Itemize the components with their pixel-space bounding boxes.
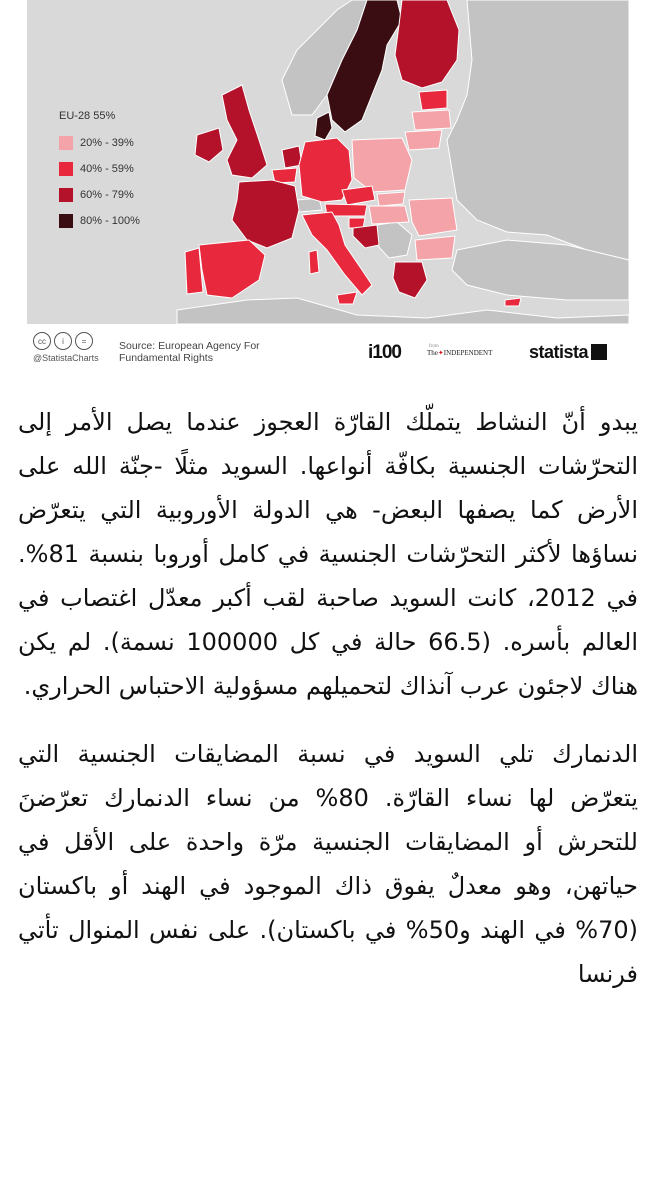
i100-logo: i100 bbox=[368, 342, 401, 363]
country-cyprus bbox=[505, 298, 521, 306]
country-bulgaria bbox=[415, 236, 455, 260]
country-slovakia bbox=[377, 192, 405, 206]
no-derivatives-icon: = bbox=[75, 332, 93, 350]
map-footer bbox=[27, 324, 629, 371]
country-sardinia bbox=[309, 250, 319, 274]
map-legend bbox=[59, 110, 140, 234]
legend-item bbox=[59, 156, 140, 182]
article-paragraph: الدنمارك تلي السويد في نسبة المضايقات الجنسية التي يتعرّض لها نساء القارّة. 80% من نساء الدنمارك تعرّضنَ للتحرش أو المضايقات الجنسية مرّة واحدة على الأقل في حياتهن، وهو معدلٌ يفوق ذاك الموجود في الهند أو باكستان (70% في الهند و50% في باكستان). على نفس المنوال تأتي فرنسا bbox=[18, 740, 638, 988]
legend-label: 40% - 59% bbox=[80, 163, 134, 175]
country-estonia bbox=[419, 90, 447, 110]
statista-mark-icon bbox=[591, 344, 607, 360]
article-body bbox=[18, 400, 638, 996]
country-latvia bbox=[412, 110, 451, 130]
country-lithuania bbox=[405, 130, 442, 150]
country-hungary bbox=[369, 206, 409, 224]
legend-item bbox=[59, 130, 140, 156]
legend-label: 80% - 100% bbox=[80, 215, 140, 227]
legend-label: 60% - 79% bbox=[80, 189, 134, 201]
map-image bbox=[27, 0, 629, 371]
legend-label: 20% - 39% bbox=[80, 137, 134, 149]
cc-icon: cc bbox=[33, 332, 51, 350]
legend-swatch bbox=[59, 188, 73, 202]
country-romania bbox=[409, 198, 457, 236]
legend-swatch bbox=[59, 162, 73, 176]
legend-swatch bbox=[59, 136, 73, 150]
attribution-icon: i bbox=[54, 332, 72, 350]
article-paragraph: يبدو أنّ النشاط يتملّك القارّة العجوز عندما يصل الأمر إلى التحرّشات الجنسية بكافّة أنواعها. السويد مثلًا -جنّة الله على الأرض كما يصفها البعض- هي الدولة الأوروبية التي يتعرّض نساؤها لأكثر التحرّشات الجنسية في كامل أوروبا بنسبة 81%. في 2012، كانت السويد صاحبة لقب أكبر معدّل اغتصاب في العالم بأسره. (66.5 حالة في كل 100000 نسمة). لم يكن هناك لاجئون عرب آنذاك لتحميلهم مسؤولية الاحتباس الحراري. bbox=[18, 408, 639, 700]
legend-swatch bbox=[59, 214, 73, 228]
legend-item bbox=[59, 208, 140, 234]
source-text: Source: European Agency For Fundamental Rights bbox=[119, 340, 260, 364]
statista-handle: @StatistaCharts bbox=[33, 353, 99, 363]
independent-logo: from The✦INDEPENDENT bbox=[427, 344, 493, 357]
legend-item bbox=[59, 182, 140, 208]
statista-logo: statista bbox=[529, 342, 607, 363]
legend-title: EU-28 55% bbox=[59, 110, 116, 122]
license-icons bbox=[33, 332, 96, 350]
country-poland bbox=[352, 138, 412, 192]
